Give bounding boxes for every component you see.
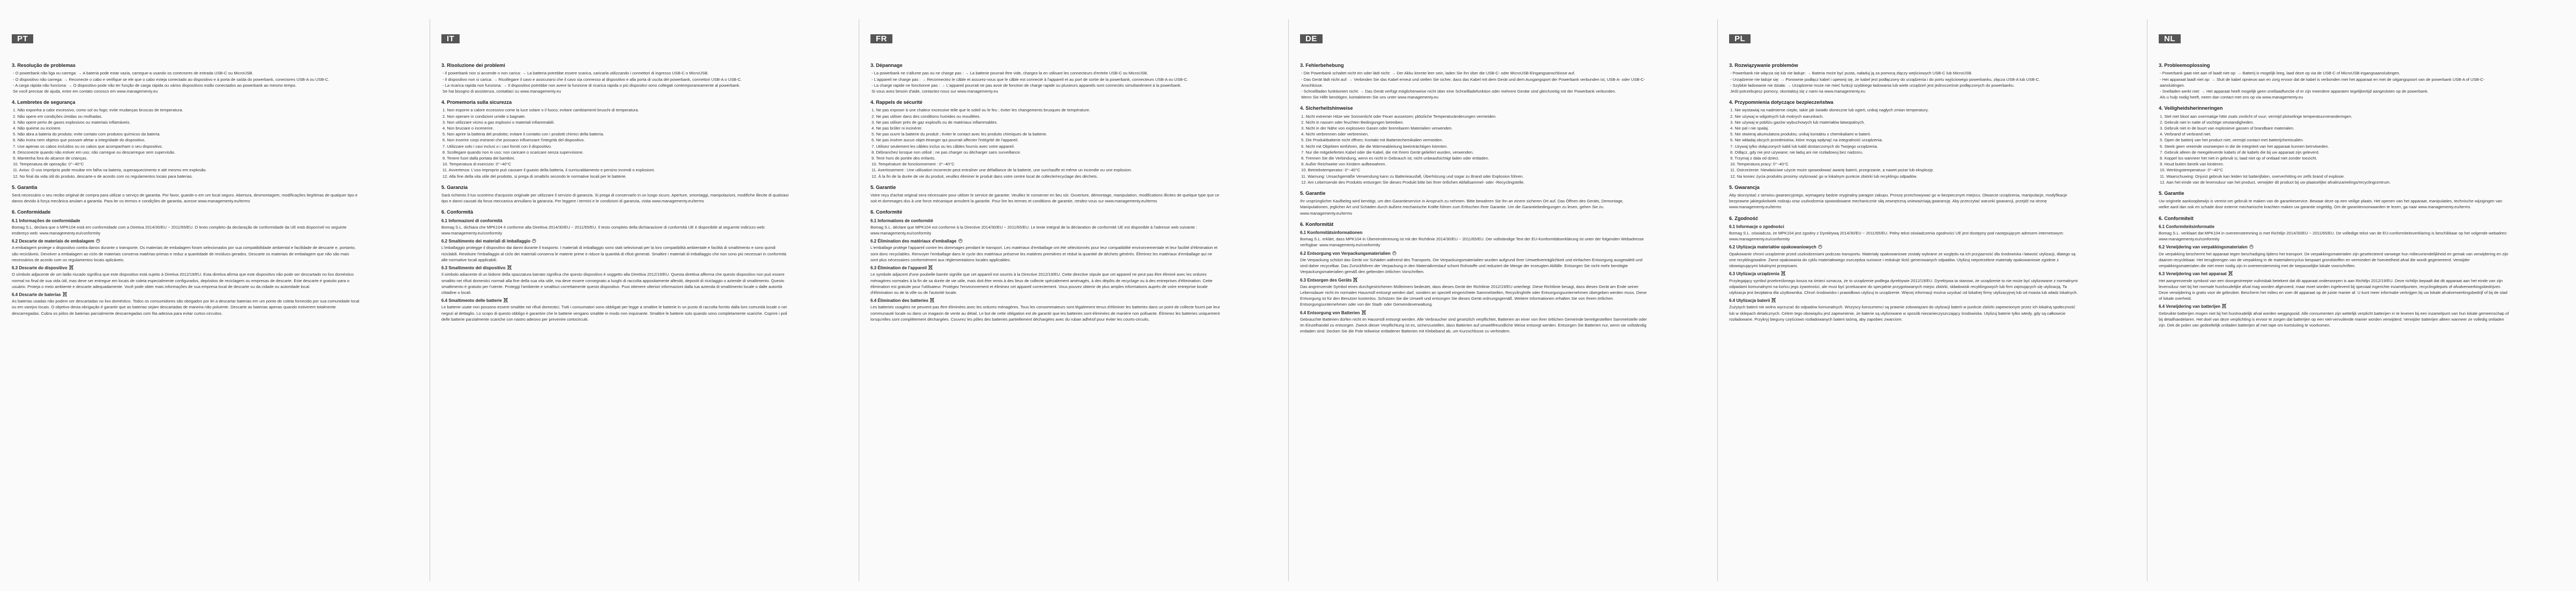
troubleshooting-title: 3. Rozwiązywanie problemów	[1729, 63, 1798, 69]
safety-item: 8. Scollegare quando non in uso; non caricare o scaricare senza supervisione.	[442, 149, 584, 155]
crossed-bin-icon	[930, 298, 934, 302]
safety-title: 4. Rappels de sécurité	[870, 100, 923, 105]
safety-item: 5. Não abra a bateria do produto; evite contato com produtos químicos da bateria.	[13, 132, 161, 137]
recycle-icon	[2249, 245, 2254, 249]
conformity-text: As baterias usadas não podem ser descartadas no lixo doméstico. Todos os consumidores são obrigados por lei a descartar baterias em um ponto de coleta fornecido por sua comunidade local ou em varejos locais. O objetivo desta obrigação é garantir que as baterias sejam descartadas de maneira não poluente. Descarte as baterias apenas quando estiverem totalmente descarregadas. Cubra os pólos de baterias parcialmente descarregadas com fita adesiva para evitar curtos-circuitos.	[12, 299, 359, 316]
safety-item: 7. Gebruik alleen de meegeleverde kabels of de kabels die bij uw apparaat zijn geleverd.	[2160, 149, 2320, 155]
conformity-subtitle	[1729, 224, 2079, 230]
safety-item: 12. Aan het einde van de levensduur van het product, verwijder dit product bij uw plaatselijke afvalinzamelings/recyclingcentrum.	[2160, 179, 2391, 185]
safety-item: 7. Utilisez seulement les câbles inclus ou les câbles fournis avec votre appareil.	[872, 143, 1015, 149]
troubleshooting-line: - A carga rápida não funciona: → O dispositivo pode não ter função de carga rápida ou vários dispositivos estão conectados ao powerbank ao mesmo tempo.	[13, 82, 297, 88]
safety-item: 12. Alla fine della vita utile del prodotto, si prega di smaltirlo secondo le normative locali per le batterie.	[442, 173, 627, 179]
safety-item: 2. Nicht in nassen oder feuchten Bedingungen betreiben.	[1301, 119, 1404, 125]
safety-item: 10. Werkingstemperatuur: 0°~40°C	[2160, 168, 2223, 173]
troubleshooting-line: - Il powerbank non si accende o non carica: → La batteria potrebbe essere scarica, caricarla utilizzando i connettori di ingresso USB-C o MicroUSB.	[442, 71, 709, 76]
conformity-text: Les batteries usagées ne peuvent pas être éliminées avec les ordures ménagères. Tous les consommateurs sont légalement tenus d'éliminer les batteries dans un point de collecte fourni par leur communauté locale ou dans un magasin de vente au détail. Le but de cette obligation est de garantir que les batteries sont éliminées de manière non polluante. Éliminez les batteries uniquement lorsqu'elles sont complètement déchargées. Couvrez les pôles des batteries partiellement déchargées avec du ruban adhésif pour éviter les courts-circuits.	[870, 305, 1220, 322]
safety-item: 4. Ne pas brûler ni incinérer.	[872, 126, 922, 131]
safety-item: 6. Steek geen vreemde voorwerpen in die de integriteit van het apparaat kunnen beïnvloeden.	[2160, 143, 2329, 149]
conformity-text: Bomag S.L. déclare que MPK104 est conforme à la Directive 2014/30/EU ~ 2011/65/EU. Le texte intégral de la déclaration de conformité UE est disponible à l'adresse web suivante : www.managementy.eu/conformity	[870, 224, 1197, 236]
conformity-title: 6. Conformité	[870, 209, 903, 215]
conformity-subtitle	[2159, 304, 2509, 309]
warranty-text: Uw originele aankoopbewijs is vereist om gebruik te maken van de garantieservice. Bewaar deze op een veilige plaats. Het openen van het apparaat, manipulaties, technische wijzigingen van welke aard dan ook en schade door externe mechanische krachten maken uw garantie ongeldig. Om de garantievoorwaarden te lezen, ga naar www.managementy.eu/terms	[2159, 199, 2503, 210]
crossed-bin-icon	[507, 265, 512, 270]
conformity-title: 6. Conformità	[441, 209, 474, 215]
conformity-subtitle-text: 6.2 Entsorgung von Verpackungsmaterialien	[1300, 251, 1391, 256]
safety-item: 3. Non utilizzare vicino a gas esplosivi o materiali infiammabili.	[442, 119, 555, 125]
safety-item: 4. Verbrand of verbrand niet.	[2160, 132, 2212, 137]
conformity-text: Bomag S.L. verklaart dat MPK104 in overeenstemming is met Richtlijn 2014/30/EU ~ 2011/65/EU. De volledige tekst van de EU-conformiteitsverklaring is beschikbaar op het volgende webadres: www.managementy.eu/conformity	[2159, 231, 2507, 242]
troubleshooting-line: - L'appareil ne charge pas : → Reconnectez le câble et assurez-vous que le câble est connecté à l'appareil et au port de sortie de la powerbank, connecteurs USB-A ou USB-C.	[872, 77, 1188, 82]
troubleshooting-line: - Szybkie ładowanie nie działa: → Urządzenie może nie mieć funkcji szybkiego ładowania lub wiele urządzeń jest jednocześnie podłączonych do powerbanku.	[1730, 82, 2015, 88]
warranty-text: Ihr ursprünglicher Kaufbeleg wird benötigt, um den Garantieservice in Anspruch zu nehmen. Bitte bewahren Sie ihn an einem sicheren Ort auf. Das Öffnen des Geräts, Demontage, Manipulationen, jeglicher Art und Schäden durch äußere mechanische Kräfte führen zum Erlöschen Ihrer Garantie. Um die Garantiebedingungen zu lesen, gehen Sie zu www.managementy.eu/terms	[1300, 199, 1624, 216]
safety-item: 1. Nie wystawiaj na nadmierne ciepło, takie jak światło słoneczne lub ogień; unikaj nagłych zmian temperatury.	[1730, 108, 1929, 113]
troubleshooting-line: - Snelladen werkt niet: → Het apparaat heeft mogelijk geen snellaadfunctie of er zijn meerdere apparaten tegelijkertijd aangesloten op de powerbank.	[2160, 89, 2429, 94]
conformity-subtitle	[441, 238, 792, 244]
troubleshooting-line: Wenn Sie Hilfe benötigen, kontaktieren Sie uns unter www.managementy.eu	[1301, 95, 1439, 100]
conformity-text: Zużytych baterii nie wolno wyrzucać do odpadów komunalnych. Wszyscy konsumenci są prawnie zobowiązani do utylizacji baterii w punkcie zbiórki zapewnionym przez ich lokalną społeczność lub w sklepach detalicznych. Celem tego obowiązku jest zapewnienie, że baterie są utylizowane w sposób niezanieczyszczający środowiska. Utylizuj baterie tylko wtedy, gdy są całkowicie rozładowane. Przykryj bieguny częściowo rozładowanych baterii taśmą, aby zapobiec zwarciom.	[1729, 305, 2076, 322]
warranty-title: 5. Garanzia	[441, 184, 468, 190]
conformity-subtitle	[1300, 310, 1650, 316]
safety-item: 10. Température de fonctionnement : 0°~40°C	[872, 162, 955, 167]
safety-item: 3. Gebruik niet in de buurt van explosieve gassen of brandbare materialen.	[2160, 126, 2295, 131]
safety-item: 11. Ostrzeżenie: Niewłaściwe użycie może spowodować awarię baterii, przegrzanie, a nawet pożar lub eksplozję.	[1730, 168, 1934, 173]
warranty-text: Aby skorzystać z serwisu gwarancyjnego, wymagany będzie oryginalny paragon zakupu. Proszę przechowywać go w bezpiecznym miejscu. Otwarcie urządzenia, manipulacje, modyfikacje bezprawne jakiegokolwiek rodzaju oraz uszkodzenia spowodowane mechanicznie siłą zewnętrzną unieważniają gwarancję. Aby przeczytać warunki gwarancji, przejdź na stronę www.managementy.eu/terms	[1729, 193, 2067, 210]
language-column-pt	[2, 27, 372, 578]
crossed-bin-icon	[2222, 304, 2226, 308]
safety-item: 7. Nur die mitgelieferten Kabel oder die Kabel, die mit Ihrem Gerät geliefert wurden, verwenden.	[1301, 149, 1474, 155]
crossed-bin-icon	[69, 265, 73, 270]
troubleshooting-title: 3. Risoluzione dei problemi	[441, 63, 505, 69]
conformity-text: Bomag S.L. declara que o MPK104 está em conformidade com a Diretiva 2014/30/EU ~ 2011/65/EU. O texto completo da declaração de conformidade da UE está disponível no seguinte endereço web: www.managementy.eu/conformity	[12, 224, 347, 236]
troubleshooting-line: - La ricarica rapida non funziona: → Il dispositivo potrebbe non avere la funzione di ricarica rapida o più dispositivi sono collegati contemporaneamente al powerbank.	[442, 82, 740, 88]
troubleshooting-title: 3. Resolução de problemas	[12, 63, 76, 69]
troubleshooting-line: Jeśli potrzebujesz pomocy, skontaktuj się z nami na www.managementy.eu	[1730, 89, 1866, 94]
crossed-bin-icon	[504, 298, 508, 302]
conformity-subtitle	[12, 265, 362, 271]
safety-item: 10. Betriebstemperatur: 0°~40°C	[1301, 168, 1361, 173]
crossed-bin-icon	[1781, 271, 1785, 276]
safety-item: 11. Warnung: Unsachgemäße Verwendung kann zu Batterieausfall, Überhitzung und sogar zu Brand oder Explosion führen.	[1301, 173, 1524, 179]
safety-item: 8. Débranchez lorsque non utilisé ; ne pas charger ou décharger sans surveillance.	[872, 149, 1022, 155]
safety-item: 6. Nie wkładaj obcych przedmiotów, które mogą wpłynąć na integralność urządzenia.	[1730, 138, 1883, 143]
safety-item: 11. Avvertenza: L'uso improprio può causare il guasto della batteria, il surriscaldamento e persino incendi o esplosioni.	[442, 168, 655, 173]
crossed-bin-icon	[1353, 277, 1357, 282]
safety-item: 3. Ne pas utiliser près de gaz explosifs ou de matériaux inflammables.	[872, 119, 998, 125]
troubleshooting-line: - O dispositivo não carrega: → Reconecte o cabo e verifique se ele que o cabo esteja conectado ao dispositivo e à porta de saída do powerbank, conectores USB-A ou USB-C.	[13, 77, 329, 82]
conformity-subtitle-text: 6.1 Informações de conformidade	[12, 218, 80, 223]
conformity-subtitle-text: 6.4 Utylizacja baterii	[1729, 298, 1770, 304]
language-badge: NL	[2159, 34, 2181, 43]
safety-item: 4. Nie pal i nie spalaj.	[1730, 126, 1769, 131]
conformity-title: 6. Conformiteit	[2159, 215, 2194, 221]
safety-item: 5. Non aprire la batteria del prodotto; evitare il contatto con i prodotti chimici della batteria.	[442, 132, 604, 137]
safety-item: 4. Non bruciare o incenerire.	[442, 126, 494, 131]
warranty-text: Será necessário o seu recibo original de compra para utilizar o serviço de garantia. Por favor, guarde-o em um local seguro. Abertura, desmontagem, modificações ilegítimas de qualquer tipo e danos devido à força mecânica anulam a garantia. Para ler os termos e condições de garantia, acesse www.managementy.eu/terms	[12, 193, 358, 204]
safety-item: 12. Am Lebensende des Produkts entsorgen Sie dieses Produkt bitte bei Ihrer örtlichen Abfallsammel- oder -Recyclingstelle.	[1301, 179, 1525, 185]
language-badge: PT	[12, 34, 33, 43]
conformity-text: Het aangrenzende symbool van een doorgestreepte vuilnisbak betekent dat dit apparaat onderworpen is aan Richtlijn 2012/19/EU. Deze richtlijn bepaalt dat dit apparaat aan het einde van zijn levensduur niet bij het normale huishoudelijke afval mag worden afgevoerd, maar moet worden ingeleverd bij speciaal ingerichte inzamelpunten, recyclingdepots of afvalverwerkingsbedrijven. Deze verwijdering is gratis voor de gebruiker. Bescherm het milieu en voer dit apparaat op de juiste manier af. U kunt meer informatie verkrijgen bij uw lokale afvalverwerkingsbedrijf of bij de stad of lokale overheid.	[2159, 278, 2507, 301]
conformity-subtitle-text: 6.1 Conformiteitsinformatie	[2159, 224, 2215, 229]
safety-item: 8. Odłącz, gdy nie jest używane; nie ładuj ani nie rozładowuj bez nadzoru.	[1730, 149, 1864, 155]
recycle-icon	[532, 239, 536, 244]
conformity-subtitle-text: 6.2 Verwijdering van verpakkingsmaterialen	[2159, 245, 2248, 250]
safety-item: 2. Gebruik niet in natte of vochtige omstandigheden.	[2160, 119, 2254, 125]
safety-item: 2. Nie używaj w wilgotnych lub mokrych warunkach.	[1730, 113, 1824, 119]
conformity-subtitle-text: 6.1 Konformitätsinformationen	[1300, 230, 1363, 236]
conformity-subtitle	[2159, 271, 2509, 277]
troubleshooting-line: Si vous avez besoin d'aide, contactez-nous sur www.managementy.eu	[872, 89, 998, 94]
conformity-subtitle	[1729, 244, 2079, 250]
safety-item: 5. Die Produktbatterie nicht öffnen; Kontakt mit Batteriechemikalien vermeiden.	[1301, 138, 1443, 143]
language-column-pl	[1719, 27, 2089, 578]
conformity-subtitle-text: 6.3 Descarte do dispositivo	[12, 266, 67, 271]
conformity-text: Il simbolo adiacente di un bidone della spazzatura barrato significa che questo dispositivo è soggetto alla Direttiva 2012/19/EU. Questa direttiva afferma che questo dispositivo non può essere smaltito nei rifiuti domestici normali alla fine della sua vita utile, ma deve essere consegnato a luoghi di raccolta appositamente allestiti, depositi di riciclaggio o aziende di smaltimento. Questo smaltimento è gratuito per l'utente. Proteggi l'ambiente e smaltisci correttamente questo dispositivo. Puoi ottenere ulteriori informazioni dalla tua azienda di smaltimento locale o dalle autorità cittadine o locali.	[441, 272, 785, 295]
safety-item: 6. Non inserire corpi estranei che possano influenzare l'integrità del dispositivo.	[442, 138, 585, 143]
safety-item: 8. Desconecte quando não estiver em uso; não carregue ou descarregue sem supervisão.	[13, 149, 176, 155]
recycle-icon	[96, 239, 100, 244]
conformity-subtitle-text: 6.4 Smaltimento delle batterie	[441, 298, 502, 304]
language-badge: IT	[441, 34, 460, 43]
conformity-text: Das angrenzende Symbol eines durchgestrichenen Mülleimers bedeutet, dass dieses Gerät der Richtlinie 2012/19/EU unterliegt. Diese Richtlinie besagt, dass dieses Gerät am Ende seiner Lebensdauer nicht im normalen Hausmüll entsorgt werden darf, sondern an speziell eingerichtete Sammelstellen, Recyclinghöfe oder Entsorgungsunternehmen übergeben werden muss. Diese Entsorgung ist für den Benutzer kostenlos. Schützen Sie die Umwelt und entsorgen Sie dieses Gerät ordnungsgemäß. Weitere Informationen erhalten Sie von Ihrem örtlichen Entsorgungsunternehmen oder von der Stadt- oder Gemeindeverwaltung.	[1300, 284, 1647, 307]
safety-item: 10. Temperatura pracy: 0°~40°C	[1730, 162, 1789, 167]
warranty-text: Sarà richiesto il tuo scontrino d'acquisto originale per utilizzare il servizio di garanzia. Si prega di conservarlo in un luogo sicuro. Aperture, smontaggi, manipolazioni, modifiche illecite di qualsiasi tipo e danni causati da forza meccanica annullano la garanzia. Per leggere i termini e le condizioni di garanzia, visita www.managementy.eu/terms	[441, 193, 789, 204]
conformity-text: A embalagem protege o dispositivo contra danos durante o transporte. Os materiais de embalagem foram selecionados por sua compatibilidade ambiental e facilidade de descarte e, portanto, são recicláveis. Devolver a embalagem ao ciclo de materiais conserva matérias-primas e reduz a quantidade de resíduos gerados. Descarte os materiais de embalagem que não são mais necessários de acordo com os regulamentos locais aplicáveis.	[12, 245, 356, 262]
safety-item: 7. Używaj tylko dołączonych kabli lub kabli dostarczonych do Twojego urządzenia.	[1730, 143, 1878, 149]
conformity-subtitle	[1300, 277, 1650, 283]
recycle-icon	[1392, 251, 1396, 256]
conformity-subtitle	[12, 218, 362, 224]
conformity-subtitle-text: 6.1 Informacje o zgodności	[1729, 224, 1784, 229]
warranty-title: 5. Garantie	[2159, 191, 2184, 196]
safety-item: 11. Waarschuwing: Onjuist gebruik kan leiden tot batterijfalen, oververhitting en zelfs brand of explosie.	[2160, 173, 2345, 179]
safety-item: 9. Tenir hors de portée des enfants.	[872, 156, 936, 161]
conformity-subtitle	[870, 298, 1221, 304]
safety-item: 6. Ne pas insérer aucun objet étranger qui pourrait affecter l'intégrité de l'appareil.	[872, 138, 1019, 143]
safety-item: 12. Na koniec życia produktu prosimy utylizować go w lokalnym punkcie zbiórki lub recyklingu odpadów.	[1730, 173, 1918, 179]
conformity-text: Opakowanie chroni urządzenie przed uszkodzeniami podczas transportu. Materiały opakowaniowe zostały wybrane ze względu na ich przyjazność dla środowiska i łatwość utylizacji, dlatego są one recyklingowalne. Zwrot opakowania do cyklu materiałowego oszczędza surowce i redukuje ilość generowanych odpadów. Utylizuj niepotrzebne materiały opakowaniowe zgodnie z obowiązującymi lokalnymi przepisami.	[1729, 251, 2076, 269]
conformity-subtitle	[12, 292, 362, 298]
conformity-title: 6. Konformität	[1300, 221, 1334, 227]
safety-item: 6. Nicht mit Objekten einführen, die die Wärmeableitung beeinträchtigen könnten.	[1301, 143, 1448, 149]
safety-item: 4. Nicht verbrennen oder verbrennen.	[1301, 132, 1369, 137]
conformity-subtitle	[441, 265, 792, 271]
conformity-text: Le symbole adjacent d'une poubelle barrée signifie que cet appareil est soumis à la Directive 2012/19/EU. Cette directive stipule que cet appareil ne peut pas être éliminé avec les ordures ménagères normales à la fin de sa durée de vie utile, mais doit être remis à des lieux de collecte spécialement aménagés, à des dépôts de recyclage ou à des entreprises d'élimination. Cette élimination est gratuite pour l'utilisateur. Protégez l'environnement et éliminez cet appareil correctement. Vous pouvez obtenir de plus amples informations auprès de votre entreprise locale d'élimination ou de la ville ou de l'autorité locale.	[870, 272, 1213, 295]
conformity-subtitle-text: 6.4 Verwijdering van batterijen	[2159, 304, 2221, 309]
conformity-text: Bomag S.L. dichiara che MPK104 è conforme alla Direttiva 2014/30/EU ~ 2011/65/EU. Il testo completo della dichiarazione di conformità UE è disponibile al seguente indirizzo web: www.managementy.eu/conformity	[441, 224, 765, 236]
safety-item: 10. Temperatura di esercizio: 0°~40°C	[442, 162, 512, 167]
conformity-subtitle-text: 6.2 Élimination des matériaux d'emballage	[870, 239, 957, 244]
conformity-subtitle	[12, 238, 362, 244]
safety-title: 4. Veiligheidsherinneringen	[2159, 105, 2223, 111]
safety-title: 4. Przypomnienia dotyczące bezpieczeństwa	[1729, 100, 1834, 105]
conformity-text: Le batterie usate non possono essere smaltite nei rifiuti domestici. Tutti i consumatori sono obbligati per legge a smaltire le batterie in un punto di raccolta fornito dalla loro comunità locale o nei negozi al dettaglio. Lo scopo di questo obbligo è garantire che le batterie vengano smaltite in modo non inquinante. Smaltire le batterie solo quando sono completamente scariche. Coprire i poli delle batterie parzialmente scariche con nastro adesivo per prevenire cortocircuiti.	[441, 305, 787, 322]
conformity-text: De verpakking beschermt het apparaat tegen beschadiging tijdens het transport. De verpakkingsmaterialen zijn geselecteerd vanwege hun milieuvriendelijkheid en gemak van verwijdering en zijn daarom recyclebaar. Het terugbrengen van de verpakking in de materialencyclus bespaart grondstoffen en vermindert de hoeveelheid afval die wordt gegenereerd. Verwijder verpakkingsmaterialen die niet meer nodig zijn in overeenstemming met de toepasselijke lokale voorschriften.	[2159, 251, 2509, 269]
conformity-subtitle-text: 6.2 Descarte de materiais de embalagem	[12, 239, 94, 244]
safety-title: 4. Promemoria sulla sicurezza	[441, 100, 512, 105]
troubleshooting-line: - Die Powerbank schaltet nicht ein oder lädt nicht: → Der Akku könnte leer sein, laden Sie ihn über die USB-C- oder MicroUSB-Eingangsanschlüsse auf.	[1301, 71, 1575, 76]
troubleshooting-line: - La charge rapide ne fonctionne pas : → L'appareil pourrait ne pas avoir de fonction de charge rapide ou plusieurs appareils sont connectés simultanément à la powerbank.	[872, 82, 1182, 88]
safety-item: 8. Koppel los wanneer het niet in gebruik is; laad niet op of ontlaad niet zonder toezicht.	[2160, 156, 2317, 161]
conformity-subtitle-text: 6.1 Informations de conformité	[870, 218, 933, 223]
conformity-text: Przylegający symbol przekreślonego kosza na śmieci oznacza, że to urządzenie podlega dyrektywie 2012/19/EU. Dyrektywa ta stanowi, że urządzenie to nie może być utylizowane z normalnymi odpadami komunalnymi na końcu jego żywotności, ale musi być przekazane do specjalnie przygotowanych miejsc zbiórki, składowisk recyklingowych lub firm zajmujących się utylizacją. Ta utylizacja jest bezpłatna dla użytkownika. Chroń środowisko i prawidłowo utylizuj to urządzenie. Więcej informacji można uzyskać od lokalnej firmy utylizacyjnej lub od miasta lub władz lokalnych.	[1729, 278, 2078, 295]
safety-item: 4. Não queime ou incinere.	[13, 126, 62, 131]
safety-item: 2. Não opere em condições úmidas ou molhadas.	[13, 113, 103, 119]
conformity-title: 6. Conformidade	[12, 209, 51, 215]
conformity-text: Die Verpackung schützt das Gerät vor Schäden während des Transports. Die Verpackungsmaterialien wurden aufgrund ihrer Umweltverträglichkeit und einfachen Entsorgung ausgewählt und sind daher recycelbar. Das Zurückführen der Verpackung in den Materialkreislauf schont Rohstoffe und reduziert die Menge der erzeugten Abfälle. Entsorgen Sie nicht mehr benötigte Verpackungsmaterialien gemäß den geltenden örtlichen Vorschriften.	[1300, 257, 1643, 275]
crossed-bin-icon	[2228, 271, 2233, 276]
conformity-text: Bomag S.L. oświadcza, że MPK104 jest zgodny z Dyrektywą 2014/30/EU ~ 2011/65/EU. Pełny tekst oświadczenia zgodności UE jest dostępny pod następującym adresem internetowym: www.managementy.eu/conformity	[1729, 231, 2064, 242]
troubleshooting-line: - Powerbank gaat niet aan of laadt niet op: → Batterij is mogelijk leeg, laad deze op via de USB-C of MicroUSB-ingangsaansluitingen.	[2160, 71, 2400, 76]
conformity-subtitle	[870, 265, 1221, 271]
troubleshooting-line: - Il dispositivo non si carica: → Ricollegare il cavo e assicurarsi che il cavo sia connesso al dispositivo e alla porta di uscita del powerbank, connettori USB-A o USB-C.	[442, 77, 742, 82]
troubleshooting-title: 3. Probleemoplossing	[2159, 63, 2210, 69]
conformity-text: O símbolo adjacente de um latão riscado significa que este dispositivo está sujeito à Diretiva 2012/19/EU. Esta diretiva afirma que este dispositivo não pode ser descartado no lixo doméstico normal no final de sua vida útil, mas deve ser entregue em locais de coleta especialmente configurados, depósitos de reciclagem ou empresas de descarte. Este descarte é gratuito para o usuário. Proteja o meio ambiente e descarte adequadamente. Você pode obter mais informações de sua empresa local de descarte ou da cidade ou autoridade local.	[12, 272, 354, 289]
language-column-de	[1290, 27, 1660, 578]
conformity-subtitle-text: 6.4 Descarte de baterias	[12, 292, 61, 297]
language-column-it	[432, 27, 801, 578]
troubleshooting-line: - Das Gerät lädt nicht auf: → Verbinden Sie das Kabel erneut und stellen Sie sicher, dass das Kabel mit dem Gerät und dem Ausgangsport der Powerbank verbunden ist, USB-A- oder USB-C-Anschlüsse.	[1301, 77, 1646, 88]
conformity-subtitle	[1300, 251, 1650, 256]
safety-item: 12. No final da vida útil do produto, descarte-o de acordo com os regulamentos locais para baterias.	[13, 173, 193, 179]
conformity-text: L'imballaggio protegge il dispositivo dai danni durante il trasporto. I materiali di imballaggio sono stati selezionati per la loro compatibilità ambientale e facilità di smaltimento e sono quindi riciclabili. Restituire l'imballaggio al ciclo dei materiali conserva le materie prime e riduce la quantità di rifiuti generati. Smaltire i materiali di imballaggio che non sono più necessari in conformità alle normative locali applicabili.	[441, 245, 786, 262]
conformity-subtitle-text: 6.2 Smaltimento dei materiali di imballaggio	[441, 239, 531, 244]
warranty-title: 5. Gwarancja	[1729, 184, 1760, 190]
safety-item: 1. Stel niet bloot aan overmatige hitte zoals zonlicht of vuur; vermijd plotselinge temperatuurveranderingen.	[2160, 113, 2353, 119]
conformity-subtitle-text: 6.2 Utylizacja materiałów opakowaniowych	[1729, 245, 1816, 250]
conformity-subtitle-text: 6.4 Élimination des batteries	[870, 298, 929, 304]
conformity-subtitle	[870, 238, 1221, 244]
conformity-subtitle	[441, 298, 792, 304]
conformity-subtitle	[2159, 224, 2509, 230]
conformity-subtitle	[1729, 298, 2079, 304]
troubleshooting-title: 3. Dépannage	[870, 63, 903, 69]
language-badge: PL	[1729, 34, 1751, 43]
crossed-bin-icon	[1362, 310, 1366, 315]
troubleshooting-line: Als u hulp nodig heeft, neem dan contact met ons op via www.managementy.eu	[2160, 95, 2303, 100]
language-badge: DE	[1300, 34, 1323, 43]
conformity-subtitle	[1300, 230, 1650, 236]
conformity-title: 6. Zgodność	[1729, 215, 1759, 221]
conformity-subtitle-text: 6.3 Smaltimento del dispositivo	[441, 266, 506, 271]
safety-item: 9. Außer Reichweite von Kindern aufbewahren.	[1301, 162, 1386, 167]
troubleshooting-line: - Urządzenie nie ładuje się: → Ponownie podłącz kabel i upewnij się, że kabel jest podłączony do urządzenia i do portu wyjściowego powerbanku, złącza USB-A lub USB-C.	[1730, 77, 2040, 82]
conformity-subtitle-text: 6.3 Utylizacja urządzenia	[1729, 271, 1779, 277]
safety-item: 7. Use apenas os cabos incluídos ou os cabos que acompanham o seu dispositivo.	[13, 143, 163, 149]
language-badge: FR	[870, 34, 892, 43]
conformity-subtitle	[1729, 271, 2079, 277]
troubleshooting-line: - Schnellladen funktioniert nicht: → Das Gerät verfügt möglicherweise nicht über eine Schnellladefunktion oder mehrere Geräte sind gleichzeitig mit der Powerbank verbunden.	[1301, 89, 1616, 94]
safety-item: 9. Mantenha fora do alcance de crianças.	[13, 156, 88, 161]
crossed-bin-icon	[63, 292, 67, 297]
conformity-text: Gebruikte batterijen mogen niet bij het huishoudelijk afval worden weggegooid. Alle consumenten zijn wettelijk verplicht batterijen in te leveren bij een inzamelpunt van hun lokale gemeenschap of bij detailhandelaren. Het doel van deze verplichting is ervoor te zorgen dat batterijen op een niet-vervuilende manier worden verwijderd. Verwijder batterijen alleen wanneer ze volledig ontladen zijn. Dek de polen van gedeeltelijk ontladen batterijen af met tape om kortsluiting te voorkomen.	[2159, 310, 2509, 328]
column-divider	[1288, 19, 1289, 581]
safety-item: 5. Nie otwieraj akumulatora produktu; unikaj kontaktu z chemikaliami w baterii.	[1730, 132, 1871, 137]
safety-item: 1. Non esporre a calore eccessivo come la luce solare o il fuoco; evitare cambiamenti bruschi di temperatura.	[442, 108, 639, 113]
safety-item: 3. Nie używaj w pobliżu gazów wybuchowych lub materiałów łatwopalnych.	[1730, 119, 1865, 125]
conformity-text: Gebrauchte Batterien dürfen nicht im Hausmüll entsorgt werden. Alle Verbraucher sind gesetzlich verpflichtet, Batterien an einer von ihrer örtlichen Gemeinde bereitgestellten Sammelstelle oder im Einzelhandel zu entsorgen. Zweck dieser Verpflichtung ist es, sicherzustellen, dass Batterien auf umweltfreundliche Weise entsorgt werden. Entsorgen Sie Batterien nur, wenn sie vollständig entladen sind. Decken Sie die Pole teilweise entladener Batterien mit Klebeband ab, um Kurzschlüsse zu verhindern.	[1300, 316, 1647, 334]
recycle-icon	[1818, 245, 1822, 249]
troubleshooting-line: Se hai bisogno di assistenza, contattaci su www.managementy.eu	[442, 89, 561, 94]
safety-item: 11. Aviso: O uso impróprio pode resultar em falha na bateria, superaquecimento e até mesmo em explosão.	[13, 168, 207, 173]
troubleshooting-line: - La powerbank ne s'allume pas ou ne charge pas : → La batterie pourrait être vide, chargez-la en utilisant les connecteurs d'entrée USB-C ou MicroUSB.	[872, 71, 1148, 76]
conformity-subtitle-text: 6.3 Verwijdering van het apparaat	[2159, 271, 2227, 277]
warranty-title: 5. Garantie	[870, 184, 896, 190]
safety-item: 2. Ne pas utiliser dans des conditions humides ou mouillées.	[872, 113, 981, 119]
safety-item: 8. Trennen Sie die Verbindung, wenn es nicht in Gebrauch ist; nicht unbeaufsichtigt laden oder entladen.	[1301, 156, 1489, 161]
conformity-subtitle-text: 6.3 Élimination de l'appareil	[870, 266, 927, 271]
troubleshooting-line: Se você precisar de ajuda, entre em contato conosco em www.managementy.eu	[13, 89, 158, 94]
safety-item: 11. Avertissement : Une utilisation incorrecte peut entraîner une défaillance de la batterie, une surchauffe et même un incendie ou une explosion.	[872, 168, 1132, 173]
conformity-subtitle	[441, 218, 792, 224]
safety-item: 5. Ne pas ouvrir la batterie du produit ; éviter le contact avec les produits chimiques de la batterie.	[872, 132, 1047, 137]
safety-item: 7. Utilizzare solo i cavi inclusi o i cavi forniti con il dispositivo.	[442, 143, 552, 149]
conformity-subtitle-text: 6.1 Informazioni di conformità	[441, 218, 502, 223]
conformity-subtitle-text: 6.4 Entsorgung von Batterien	[1300, 310, 1360, 315]
safety-item: 9. Tenere fuori dalla portata dei bambini.	[442, 156, 515, 161]
safety-item: 1. Não exponha a calor excessivo, como sol ou fogo; evite mudanças bruscas de temperatura.	[13, 108, 183, 113]
language-column-fr	[861, 27, 1230, 578]
safety-item: 1. Nicht extremer Hitze wie Sonnenlicht oder Feuer aussetzen; plötzliche Temperaturänderungen vermeiden.	[1301, 113, 1497, 119]
troubleshooting-line: - O powerbank não liga ou carrega: → A bateria pode estar vazia, carregue-a usando os conectores de entrada USB-C ou MicroUSB.	[13, 71, 253, 76]
safety-item: 9. Trzymaj z dala od dzieci.	[1730, 156, 1779, 161]
safety-item: 3. Nicht in der Nähe von explosiven Gasen oder brennbaren Materialien verwenden.	[1301, 126, 1453, 131]
safety-item: 6. Não insira nem objetos que possam afetar a integridade do dispositivo.	[13, 138, 146, 143]
warranty-title: 5. Garantia	[12, 184, 37, 190]
warranty-text: Votre reçu d'achat original sera nécessaire pour utiliser le service de garantie. Veuillez le conserver en lieu sûr. Ouverture, démontage, manipulation, modifications illicites de quelque type que ce soit et dommages dus à une force mécanique annulent la garantie. Pour lire les termes et conditions de garantie, rendez-vous sur www.managementy.eu/terms	[870, 193, 1220, 204]
conformity-subtitle	[2159, 244, 2509, 250]
crossed-bin-icon	[1771, 298, 1776, 302]
conformity-text: L'emballage protège l'appareil contre les dommages pendant le transport. Les matériaux d'emballage ont été sélectionnés pour leur compatibilité environnementale et leur facilité d'élimination et sont donc recyclables. Renvoyer l'emballage dans le cycle des matériaux préserve les matières premières et réduit la quantité de déchets générés. Éliminez les matériaux d'emballage qui ne sont plus nécessaires conformément aux réglementations locales applicables.	[870, 245, 1218, 262]
troubleshooting-line: - Powerbank nie włącza się lub nie ładuje: → Bateria może być pusta, naładuj ją za pomocą złączy wejściowych USB-C lub MicroUSB.	[1730, 71, 1973, 76]
conformity-subtitle	[870, 218, 1221, 224]
language-column-nl	[2149, 27, 2519, 578]
safety-item: 1. Ne pas exposer à une chaleur excessive telle que le soleil ou le feu ; éviter les changements brusques de température.	[872, 108, 1091, 113]
conformity-text: Bomag S.L. erklärt, dass MPK104 in Übereinstimmung ist mit der Richtlinie 2014/30/EU ~ 2011/65/EU. Der vollständige Text der EU-Konformitätserklärung ist unter der folgenden Webadresse verfügbar: www.managementy.eu/conformity	[1300, 237, 1644, 248]
safety-title: 4. Sicherheitshinweise	[1300, 105, 1353, 111]
troubleshooting-title: 3. Fehlerbehebung	[1300, 63, 1344, 69]
column-divider	[1717, 19, 1718, 581]
safety-item: 10. Temperatura de operação: 0°~40°C	[13, 162, 84, 167]
safety-item: 2. Non operare in condizioni umide o bagnate.	[442, 113, 526, 119]
recycle-icon	[958, 239, 963, 244]
conformity-subtitle-text: 6.3 Entsorgen des Geräts	[1300, 277, 1352, 283]
crossed-bin-icon	[928, 265, 933, 270]
safety-item: 9. Houd buiten bereik van kinderen.	[2160, 162, 2224, 167]
troubleshooting-line: - Het apparaat laadt niet op: → Sluit de kabel opnieuw aan en zorg ervoor dat de kabel is verbonden met het apparaat en met de uitgangspoort van de powerbank USB-A of USB-C-aansluitingen.	[2160, 77, 2485, 88]
safety-item: 3. Não opere perto de gases explosivos ou materiais inflamáveis.	[13, 119, 131, 125]
warranty-title: 5. Garantie	[1300, 191, 1326, 196]
safety-item: 5. Open de batterij van het product niet; vermijd contact met batterijchemicaliën.	[2160, 138, 2304, 143]
safety-item: 12. À la fin de la durée de vie du produit, veuillez éliminer le produit dans votre centre local de collecte/recyclage des déchets.	[872, 173, 1098, 179]
safety-title: 4. Lembretes de segurança	[12, 100, 76, 105]
